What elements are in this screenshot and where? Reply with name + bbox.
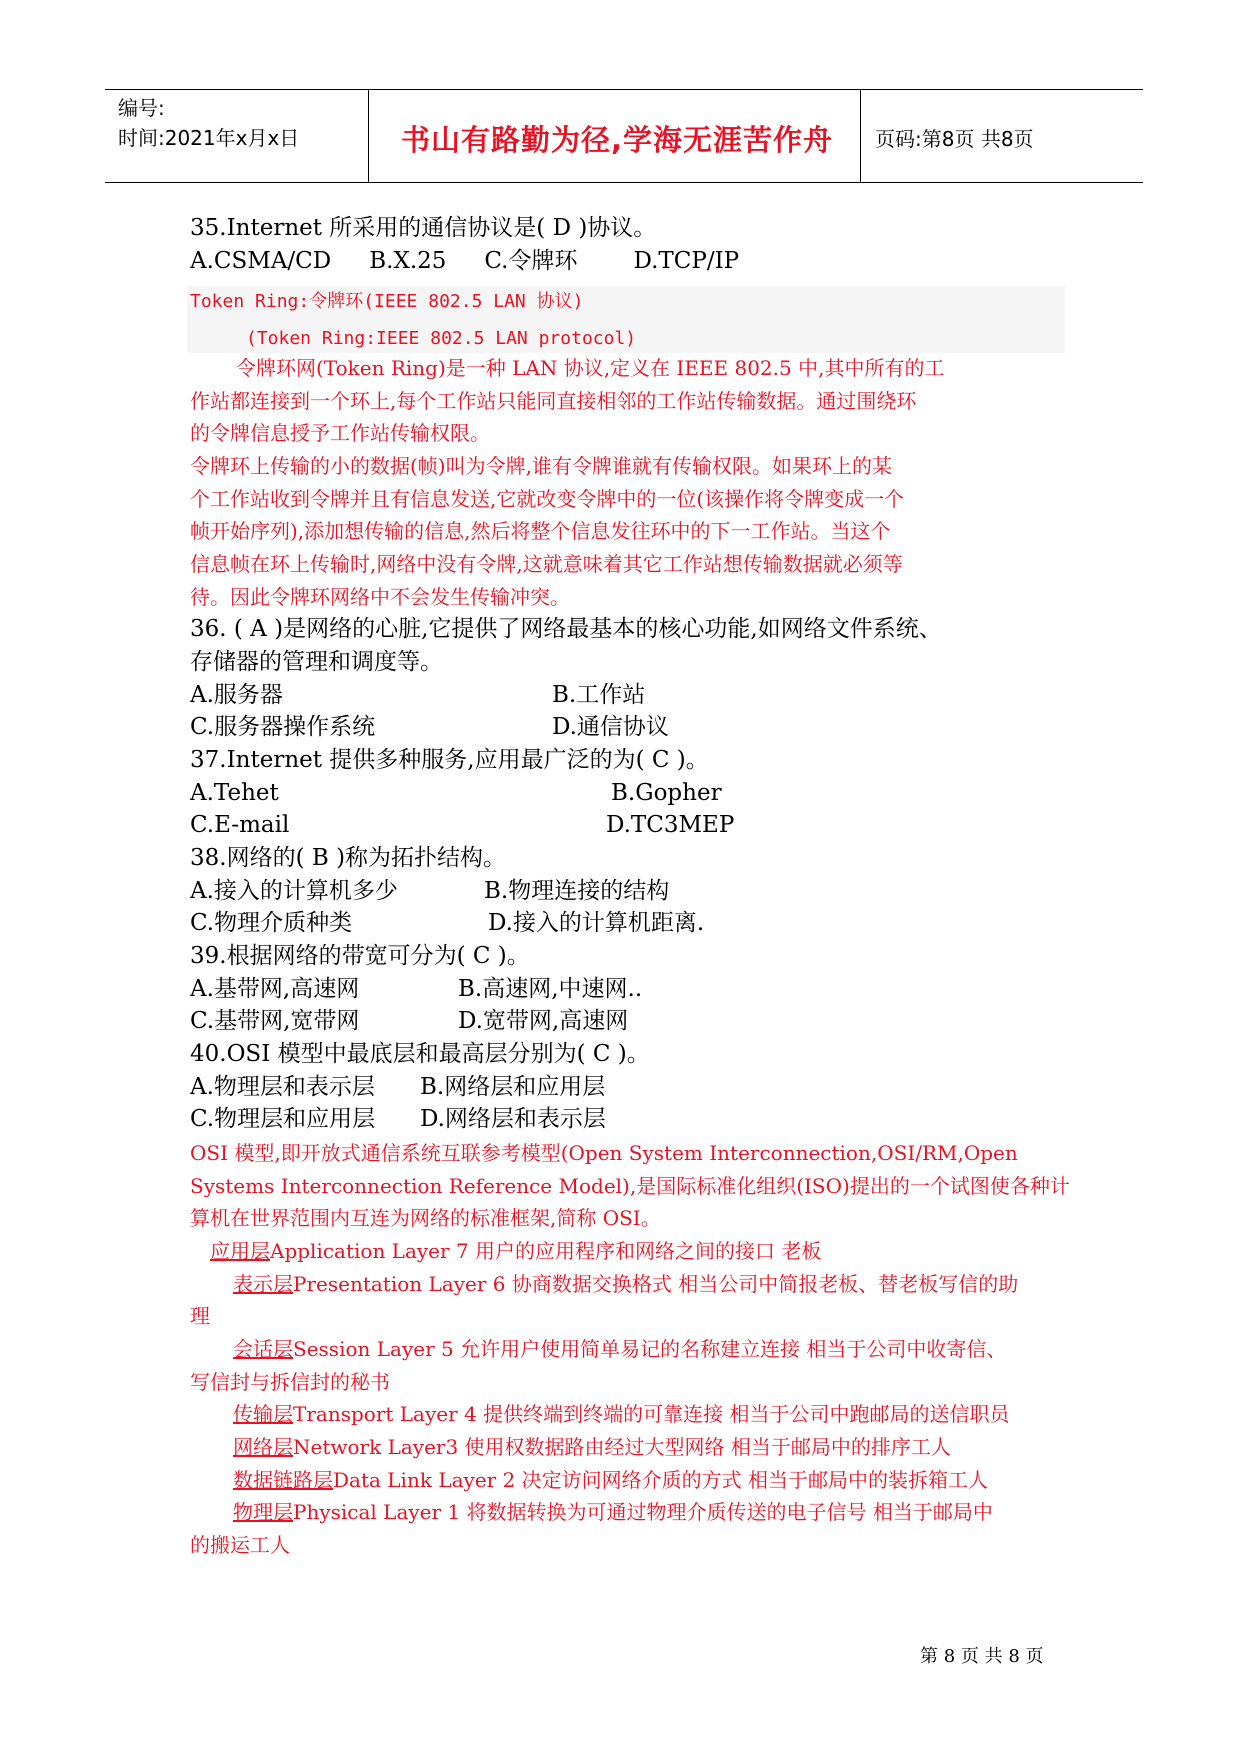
question-37-option-d: D.TC3MEP (606, 812, 735, 838)
header-bottom-rule (105, 182, 1143, 183)
question-36-option-d: D.通信协议 (552, 714, 669, 740)
header-divider-left (368, 90, 369, 183)
layer-desc: Session Layer 5 允许用户使用简单易记的名称建立连接 相当于公司中收寄信、 (293, 1337, 1007, 1361)
layer-desc: Presentation Layer 6 协商数据交换格式 相当公司中简报老板、替老板写信的助 (293, 1272, 1019, 1296)
note-paragraph-2-line-3: 帧开始序列),添加想传输的信息,然后将整个信息发往环中的下一工作站。当这个 (190, 519, 891, 543)
layer-desc: Transport Layer 4 提供终端到终端的可靠连接 相当于公司中跑邮局的送信职员 (293, 1402, 1010, 1426)
osi-layer-1-continued: 的搬运工人 (190, 1533, 290, 1557)
question-40-option-b: B.网络层和应用层 (420, 1074, 606, 1100)
question-36-line-1: 36. ( A )是网络的心脏,它提供了网络最基本的核心功能,如网络文件系统、 (190, 616, 942, 642)
question-40-option-a: A.物理层和表示层 (190, 1074, 375, 1100)
note-paragraph-2-line-2: 个工作站收到令牌并且有信息发送,它就改变令牌中的一位(该操作将令牌变成一个 (190, 487, 905, 511)
osi-layer-1 (233, 1497, 993, 1527)
option-c: C.令牌环 (484, 248, 578, 274)
question-39-option-d: D.宽带网,高速网 (458, 1008, 629, 1034)
osi-intro-line-2: Systems Interconnection Reference Model),是国际标准化组织(ISO)提出的一个试图使各种计 (190, 1174, 1070, 1198)
layer-name: 网络层 (233, 1435, 293, 1459)
note-paragraph-1-line-3: 的令牌信息授予工作站传输权限。 (190, 421, 490, 445)
header-motto: 书山有路勤为径,学海无涯苦作舟 (400, 123, 834, 157)
question-36-option-b: B.工作站 (552, 682, 646, 708)
layer-name: 物理层 (233, 1500, 293, 1524)
note-paragraph-1-line-1: 令牌环网(Token Ring)是一种 LAN 协议,定义在 IEEE 802.5 中,其中所有的工 (236, 356, 945, 380)
osi-layer-7 (210, 1236, 821, 1266)
question-39: 39.根据网络的带宽可分为( C )。 (190, 943, 530, 969)
question-37-option-b: B.Gopher (611, 780, 722, 806)
option-d: D.TCP/IP (633, 248, 740, 274)
osi-layer-6 (233, 1269, 1018, 1299)
layer-desc: Network Layer3 使用权数据路由经过大型网络 相当于邮局中的排序工人 (293, 1435, 951, 1459)
footer-page-number: 第 8 页 共 8 页 (920, 1646, 1044, 1667)
question-38-option-a: A.接入的计算机多少 (190, 878, 398, 904)
question-37-option-a: A.Tehet (190, 780, 279, 806)
note-paragraph-2-line-4: 信息帧在环上传输时,网络中没有令牌,这就意味着其它工作站想传输数据就必须等 (190, 552, 903, 576)
layer-desc: Application Layer 7 用户的应用程序和网络之间的接口 老板 (270, 1239, 822, 1263)
question-39-option-a: A.基带网,高速网 (190, 976, 360, 1002)
layer-name: 传输层 (233, 1402, 293, 1426)
code-line-2: (Token Ring:IEEE 802.5 LAN protocol) (246, 328, 637, 349)
osi-layer-6-continued: 理 (190, 1304, 210, 1328)
time-label: 时间:2021年x月x日 (118, 126, 300, 150)
header-info (118, 93, 299, 153)
question-40: 40.OSI 模型中最底层和最高层分别为( C )。 (190, 1041, 650, 1067)
question-36-line-2: 存储器的管理和调度等。 (190, 649, 443, 675)
question-38-option-d: D.接入的计算机距离. (488, 910, 705, 936)
option-b: B.X.25 (369, 248, 447, 274)
layer-name: 表示层 (233, 1272, 293, 1296)
question-38-option-c: C.物理介质种类 (190, 910, 353, 936)
osi-layer-2 (233, 1465, 988, 1495)
question-39-option-c: C.基带网,宽带网 (190, 1008, 360, 1034)
question-40-option-d: D.网络层和表示层 (420, 1106, 606, 1132)
question-36-option-a: A.服务器 (190, 682, 283, 708)
osi-intro-line-3: 算机在世界范围内互连为网络的标准框架,简称 OSI。 (190, 1206, 661, 1230)
question-37: 37.Internet 提供多种服务,应用最广泛的为( C )。 (190, 747, 709, 773)
question-38: 38.网络的( B )称为拓扑结构。 (190, 845, 507, 871)
layer-desc: Data Link Layer 2 决定访问网络介质的方式 相当于邮局中的装拆箱工人 (333, 1468, 989, 1492)
osi-layer-3 (233, 1432, 951, 1462)
osi-layer-5 (233, 1334, 1006, 1364)
question-35-options (190, 246, 739, 276)
header-page-label: 页码:第8页 共8页 (875, 127, 1034, 151)
number-label: 编号: (118, 96, 165, 120)
header-top-rule (105, 89, 1143, 90)
option-a: A.CSMA/CD (190, 248, 332, 274)
layer-desc: Physical Layer 1 将数据转换为可通过物理介质传送的电子信号 相当于邮局中 (293, 1500, 993, 1524)
question-39-option-b: B.高速网,中速网.. (458, 976, 643, 1002)
osi-intro-line-1: OSI 模型,即开放式通信系统互联参考模型(Open System Interconnection,OSI/RM,Open (190, 1141, 1018, 1165)
question-36-option-c: C.服务器操作系统 (190, 714, 376, 740)
question-38-option-b: B.物理连接的结构 (484, 878, 670, 904)
layer-name: 会话层 (233, 1337, 293, 1361)
note-paragraph-1-line-2: 作站都连接到一个环上,每个工作站只能同直接相邻的工作站传输数据。通过围绕环 (190, 389, 917, 413)
question-40-option-c: C.物理层和应用层 (190, 1106, 376, 1132)
osi-layer-4 (233, 1399, 1009, 1429)
question-37-option-c: C.E-mail (190, 812, 290, 838)
question-35: 35.Internet 所采用的通信协议是( D )协议。 (190, 215, 657, 241)
note-paragraph-2-line-5: 待。因此令牌环网络中不会发生传输冲突。 (190, 585, 570, 609)
layer-name: 数据链路层 (233, 1468, 333, 1492)
note-paragraph-2-line-1: 令牌环上传输的小的数据(帧)叫为令牌,谁有令牌谁就有传输权限。如果环上的某 (190, 454, 892, 478)
code-line-1: Token Ring:令牌环(IEEE 802.5 LAN 协议) (190, 291, 584, 312)
layer-name: 应用层 (210, 1239, 270, 1263)
osi-layer-5-continued: 写信封与拆信封的秘书 (190, 1370, 390, 1394)
